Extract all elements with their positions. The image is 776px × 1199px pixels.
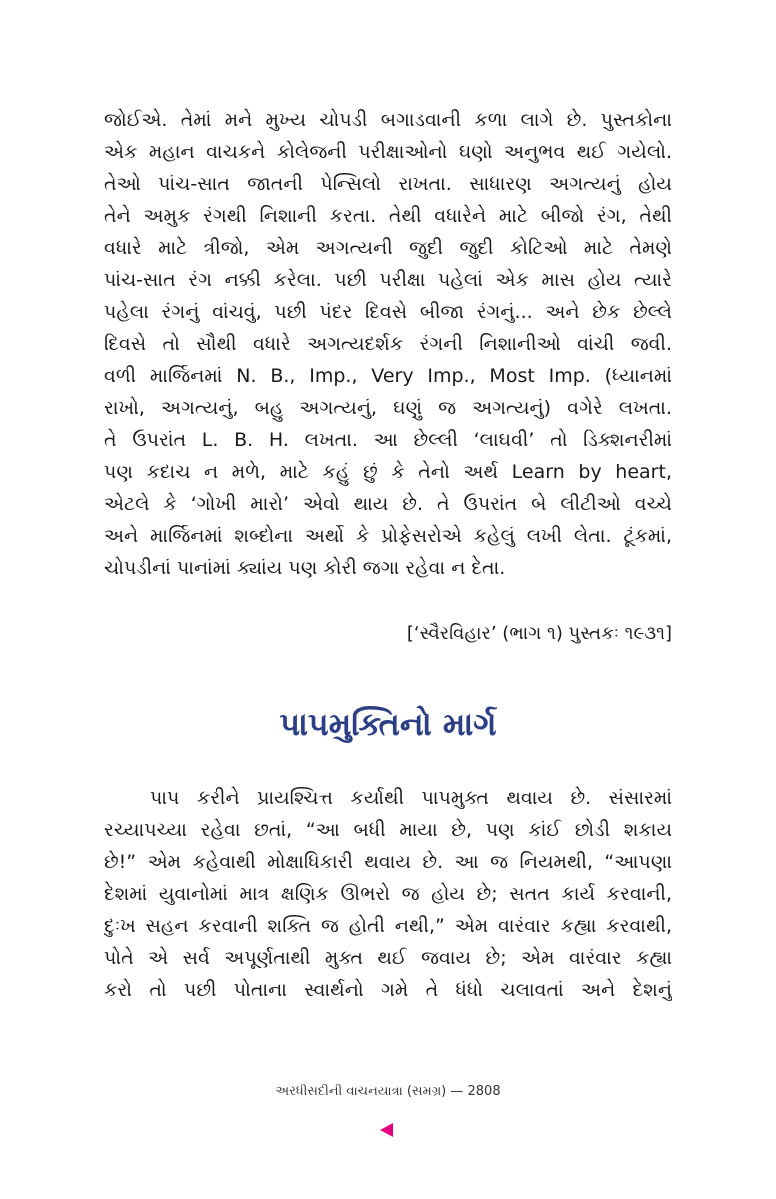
source-citation: [‘સ્વૈરવિહાર’ (ભાગ ૧) પુસ્તકઃ ૧૯૩૧]: [406, 623, 672, 644]
paragraph-line: રચ્યાપચ્યા રહેવા છતાં, “આ બધી માયા છે, પણ કાંઈ છોડી શકાય: [104, 819, 672, 841]
paragraph-line: વળી માર્જિનમાં N. B., Imp., Very Imp., Most Imp. (ધ્યાનમાં: [104, 365, 672, 387]
paragraph-line: દેશમાં યુવાનોમાં માત્ર ક્ષણિક ઊભરો જ હોય છે; સતત કાર્ય કરવાની,: [104, 883, 672, 905]
paragraph-line: તેને અમુક રંગથી નિશાની કરતા. તેથી વધારેને માટે બીજો રંગ, તેથી: [104, 205, 672, 227]
paragraph-line: દિવસે તો સૌથી વધારે અગત્યદર્શક રંગની નિશાનીઓ વાંચી જવી.: [104, 333, 672, 355]
paragraph-2: [104, 782, 672, 1006]
paragraph-line: તે ઉપરાંત L. B. H. લખતા. આ છેલ્લી ‘લાઘવી’ તો ડિક્શનરીમાં: [104, 429, 672, 451]
paragraph-line: પણ કદાચ ન મળે, માટે કહું છું કે તેનો અર્થ Learn by heart,: [104, 461, 672, 483]
paragraph-line: જોઈએ. તેમાં મને મુખ્ય ચોપડી બગાડવાની કળા લાગે છે. પુસ્તકોના: [104, 109, 672, 131]
paragraph-line: રાખો, અગત્યનું, બહુ અગત્યનું, ઘણું જ અગત્યનું) વગેરે લખતા.: [104, 397, 672, 419]
paragraph-line: અને માર્જિનમાં શબ્દોના અર્થો કે પ્રોફેસરોએ કહેલું લખી લેતા. ટૂંકમાં,: [104, 525, 672, 547]
paragraph-line: પહેલા રંગનું વાંચવું, પછી પંદર દિવસે બીજા રંગનું... અને છેક છેલ્લે: [104, 301, 672, 323]
paragraph-1: [104, 104, 672, 584]
paragraph-line: તેઓ પાંચ-સાત જાતની પેન્સિલો રાખતા. સાધારણ અગત્યનું હોય: [104, 173, 672, 195]
paragraph-line: વધારે માટે ત્રીજો, એમ અગત્યની જુદી જુદી કોટિઓ માટે તેમણે: [104, 237, 672, 259]
paragraph-line: ચોપડીનાં પાનાંમાં ક્યાંય પણ કોરી જગા રહેવા ન દેતા.: [104, 557, 506, 579]
paragraph-line: એટલે કે ‘ગોખી મારો’ એવો થાય છે. તે ઉપરાંત બે લીટીઓ વચ્ચે: [104, 493, 672, 515]
page-footer: અરધીસદીની વાચનયાત્રા (સમગ્ર) — 2808: [275, 1084, 501, 1099]
left-arrow-icon[interactable]: [380, 1123, 393, 1137]
paragraph-line: છે!” એમ કહેવાથી મોક્ષાધિકારી થવાય છે. આ જ નિયમથી, “આપણા: [104, 851, 672, 873]
paragraph-line: પાંચ-સાત રંગ નક્કી કરેલા. પછી પરીક્ષા પહેલાં એક માસ હોય ત્યારે: [104, 269, 672, 291]
section-heading: પાપમુક્તિનો માર્ગ: [279, 705, 497, 743]
paragraph-line: પોતે એ સર્વ અપૂર્ણતાથી મુક્ત થઈ જવાય છે; એમ વારંવાર કહ્યા: [104, 947, 672, 969]
paragraph-line: દુઃખ સહન કરવાની શક્તિ જ હોતી નથી,” એમ વારંવાર કહ્યા કરવાથી,: [104, 915, 672, 937]
paragraph-line: પાપ કરીને પ્રાયશ્ચિત્ત કર્યાથી પાપમુક્ત થવાય છે. સંસારમાં: [150, 787, 672, 809]
paragraph-line: એક મહાન વાચકને કોલેજની પરીક્ષાઓનો ઘણો અનુભવ થઈ ગયેલો.: [104, 141, 672, 163]
paragraph-line: કરો તો પછી પોતાના સ્વાર્થનો ગમે તે ધંધો ચલાવતાં અને દેશનું: [104, 979, 672, 1001]
